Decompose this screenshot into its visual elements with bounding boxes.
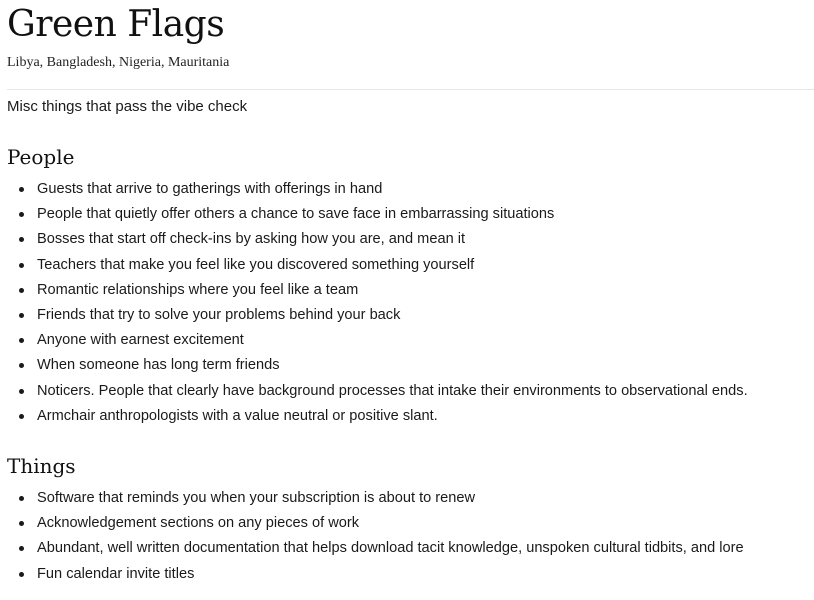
list-item-text: Friends that try to solve your problems behind your back bbox=[37, 307, 401, 324]
list-item-text: Software that reminds you when your subscription is about to renew bbox=[37, 490, 476, 506]
list-item bbox=[7, 278, 807, 303]
list-item-text: Romantic relationships where you feel like a team bbox=[37, 281, 359, 298]
bullet-icon bbox=[19, 338, 24, 343]
list-item bbox=[7, 404, 807, 429]
section-things bbox=[7, 453, 807, 587]
list-item bbox=[7, 511, 807, 536]
bullet-icon bbox=[19, 212, 24, 217]
people-list bbox=[7, 177, 807, 429]
list-item bbox=[7, 353, 807, 378]
list-item bbox=[7, 379, 807, 404]
list-item bbox=[7, 303, 807, 328]
list-item-text: People that quietly offer others a chance to save face in embarrassing situations bbox=[37, 206, 555, 223]
list-item bbox=[7, 486, 807, 511]
bullet-icon bbox=[19, 313, 24, 318]
list-item-text: Fun calendar invite titles bbox=[37, 565, 195, 582]
things-list bbox=[7, 486, 807, 587]
bullet-icon bbox=[19, 546, 24, 551]
section-heading: People bbox=[7, 145, 75, 169]
list-item-text: Abundant, well written documentation that helps download tacit knowledge, unspoken cultural tidbits, and lore bbox=[37, 540, 744, 557]
bullet-icon bbox=[19, 521, 24, 526]
list-item-text: When someone has long term friends bbox=[37, 357, 280, 374]
intro-text: Misc things that pass the vibe check bbox=[7, 98, 248, 115]
list-item bbox=[7, 227, 807, 252]
list-item-text: Teachers that make you feel like you discovered something yourself bbox=[37, 256, 475, 273]
list-item-text: Bosses that start off check-ins by asking how you are, and mean it bbox=[37, 231, 466, 248]
bullet-icon bbox=[19, 496, 24, 501]
bullet-icon bbox=[19, 263, 24, 268]
list-item bbox=[7, 562, 807, 587]
section-heading: Things bbox=[7, 454, 76, 478]
section-people bbox=[7, 144, 807, 429]
list-item bbox=[7, 202, 807, 227]
list-item bbox=[7, 328, 807, 353]
bullet-icon bbox=[19, 288, 24, 293]
list-item bbox=[7, 536, 807, 561]
page-title: Green Flags bbox=[7, 4, 225, 45]
bullet-icon bbox=[19, 187, 24, 192]
bullet-icon bbox=[19, 363, 24, 368]
bullet-icon bbox=[19, 237, 24, 242]
divider bbox=[7, 89, 814, 90]
list-item-text: Armchair anthropologists with a value neutral or positive slant. bbox=[37, 407, 438, 424]
bullet-icon bbox=[19, 389, 24, 394]
page-subtitle: Libya, Bangladesh, Nigeria, Mauritania bbox=[7, 55, 230, 70]
bullet-icon bbox=[19, 414, 24, 419]
list-item bbox=[7, 253, 807, 278]
list-item-text: Guests that arrive to gatherings with offerings in hand bbox=[37, 181, 383, 197]
list-item-text: Acknowledgement sections on any pieces of work bbox=[37, 515, 360, 532]
list-item-text: Anyone with earnest excitement bbox=[37, 332, 244, 349]
bullet-icon bbox=[19, 572, 24, 577]
list-item-text: Noticers. People that clearly have background processes that intake their environments to observational ends. bbox=[37, 382, 748, 399]
list-item bbox=[7, 177, 807, 202]
